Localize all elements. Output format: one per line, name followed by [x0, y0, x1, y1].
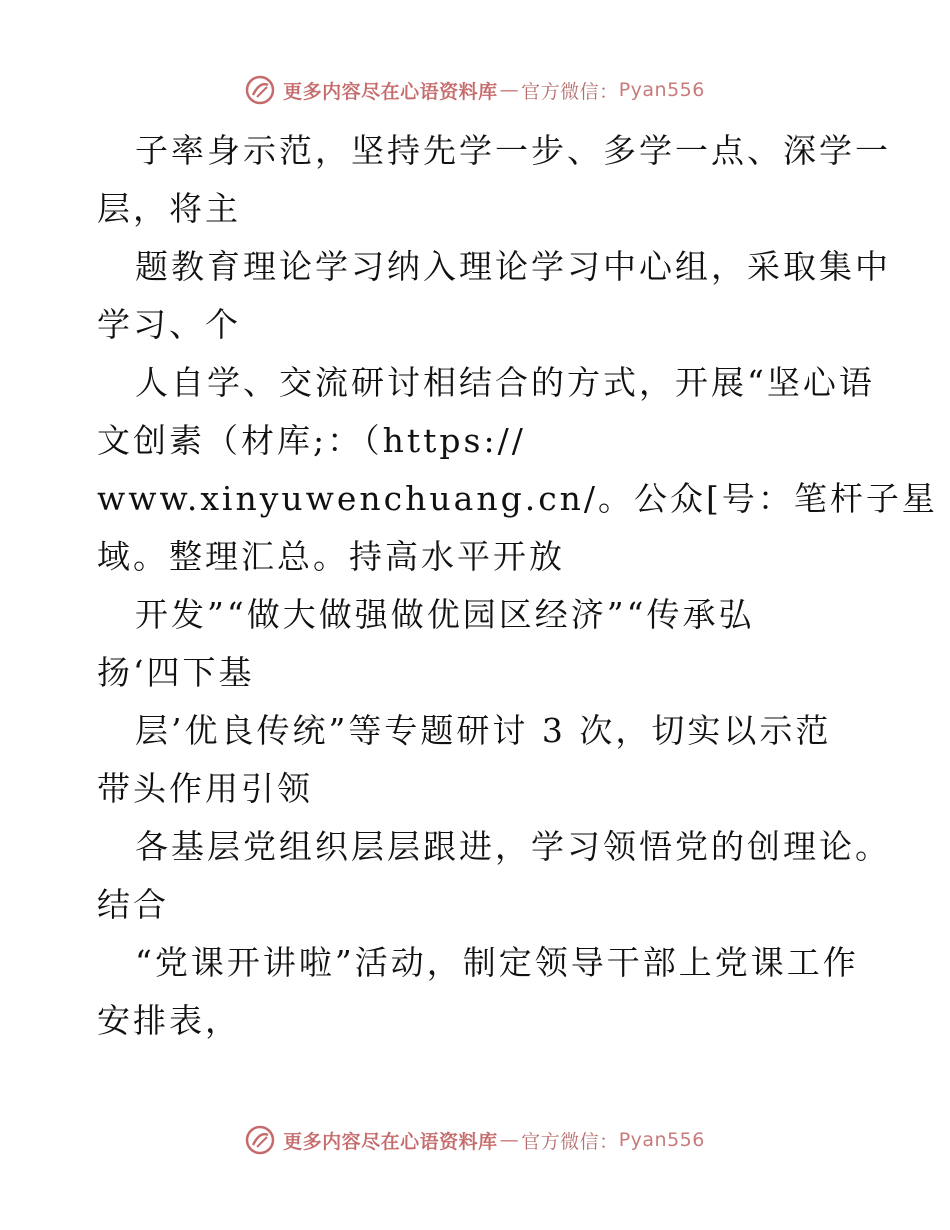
- banner-wechat-label: 官方微信：: [521, 80, 619, 103]
- text-line-5: 人自学、交流研讨相结合的方式，开展“坚心语: [135, 363, 875, 402]
- header-watermark-banner: [0, 70, 950, 110]
- brand-logo-icon: [245, 1125, 275, 1155]
- footer-watermark-banner: [0, 1120, 950, 1160]
- text-line-8: 域。整理汇总。持高水平开放: [97, 537, 565, 576]
- banner-wechat-label: 官方微信：: [521, 1130, 619, 1153]
- text-line-4: 学习、个: [97, 305, 241, 344]
- text-line-13: 各基层党组织层层跟进，学习领悟党的创理论。: [135, 827, 891, 866]
- text-line-11: 层’优良传统”等专题研讨 3 次，切实以示范: [135, 711, 832, 750]
- text-line-14: 结合: [97, 885, 169, 924]
- banner-brand-text: 更多内容尽在心语资料库: [283, 80, 498, 103]
- banner-dash: —: [499, 79, 520, 101]
- text-line-9: 开发”“做大做强做优园区经济”“传承弘: [135, 595, 755, 634]
- text-line-2: 层，将主: [97, 189, 241, 228]
- text-line-16: 安排表，: [97, 1001, 241, 1040]
- banner-dash: —: [499, 1129, 520, 1151]
- text-line-1: 子率身示范，坚持先学一步、多学一点、深学一: [135, 131, 891, 170]
- text-line-10: 扬‘四下基: [97, 653, 255, 692]
- banner-wechat-id: Pyan556: [618, 1129, 705, 1151]
- brand-logo-icon: [245, 75, 275, 105]
- text-line-3: 题教育理论学习纳入理论学习中心组，采取集中: [135, 247, 891, 286]
- banner-brand-text: 更多内容尽在心语资料库: [283, 1130, 498, 1153]
- text-line-12: 带头作用引领: [97, 769, 313, 808]
- text-line-15: “党课开讲啦”活动，制定领导干部上党课工作: [135, 943, 859, 982]
- document-body: [97, 122, 938, 1050]
- text-line-7: www.xinyuwenchuang.cn/。公众[号：笔杆子星: [97, 479, 938, 518]
- text-line-6: 文创素（材库;：（https://: [97, 421, 526, 460]
- banner-wechat-id: Pyan556: [618, 79, 705, 101]
